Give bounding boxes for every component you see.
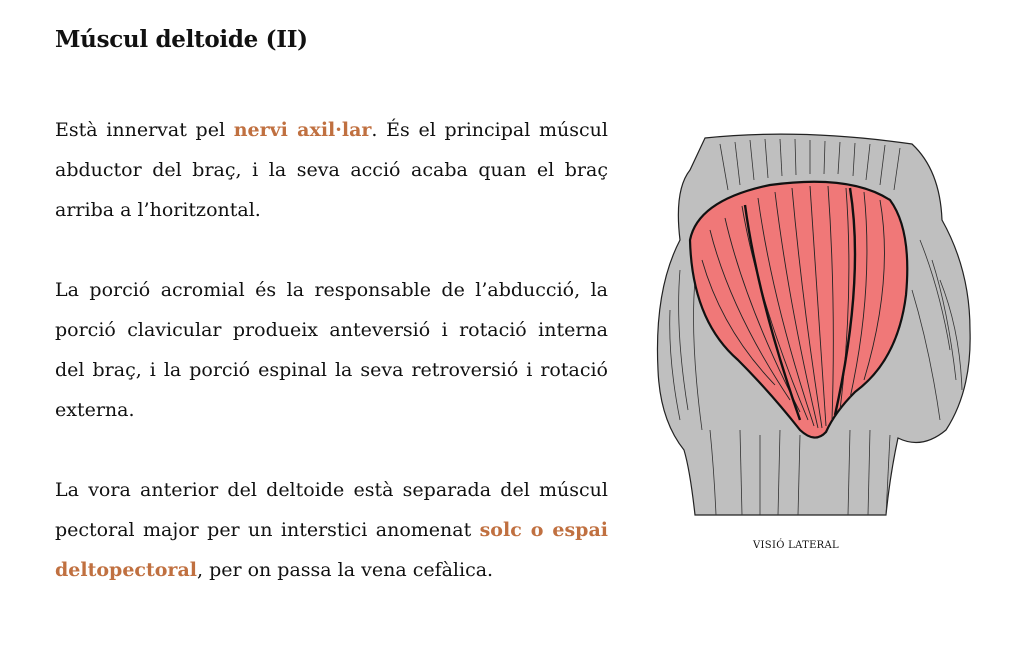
paragraph-text: Està innervat pel (55, 119, 234, 141)
paragraph-innervation (55, 110, 608, 230)
paragraph-text: La porció acromial és la responsable de l’abducció, la porció clavicular produeix anteversió i rotació interna del braç, i la porció espinal la seva retroversió i rotació externa. (55, 279, 608, 421)
paragraph-text: . És el principal múscul abductor del braç, i la seva acció acaba quan el braç arriba a l’horitzontal. (55, 119, 608, 221)
paragraph-anterior-border (55, 470, 608, 590)
paragraph-portions (55, 270, 608, 430)
highlight-axillary-nerve: nervi axil·lar (233, 119, 372, 141)
deltoid-illustration (650, 130, 975, 530)
paragraph-text: , per on passa la vena cefàlica. (196, 559, 494, 581)
figure-caption: VISIÓ LATERAL (753, 540, 839, 551)
page-title: Múscul deltoide (II) (55, 26, 308, 53)
body-text (55, 110, 608, 590)
highlight-deltopectoral-groove: solc o espai deltopectoral (55, 519, 608, 581)
deltoid-lateral-view-drawing (650, 130, 975, 520)
paragraph-text: La vora anterior del deltoide està separada del múscul pectoral major per un interstici anomenat (55, 479, 608, 541)
